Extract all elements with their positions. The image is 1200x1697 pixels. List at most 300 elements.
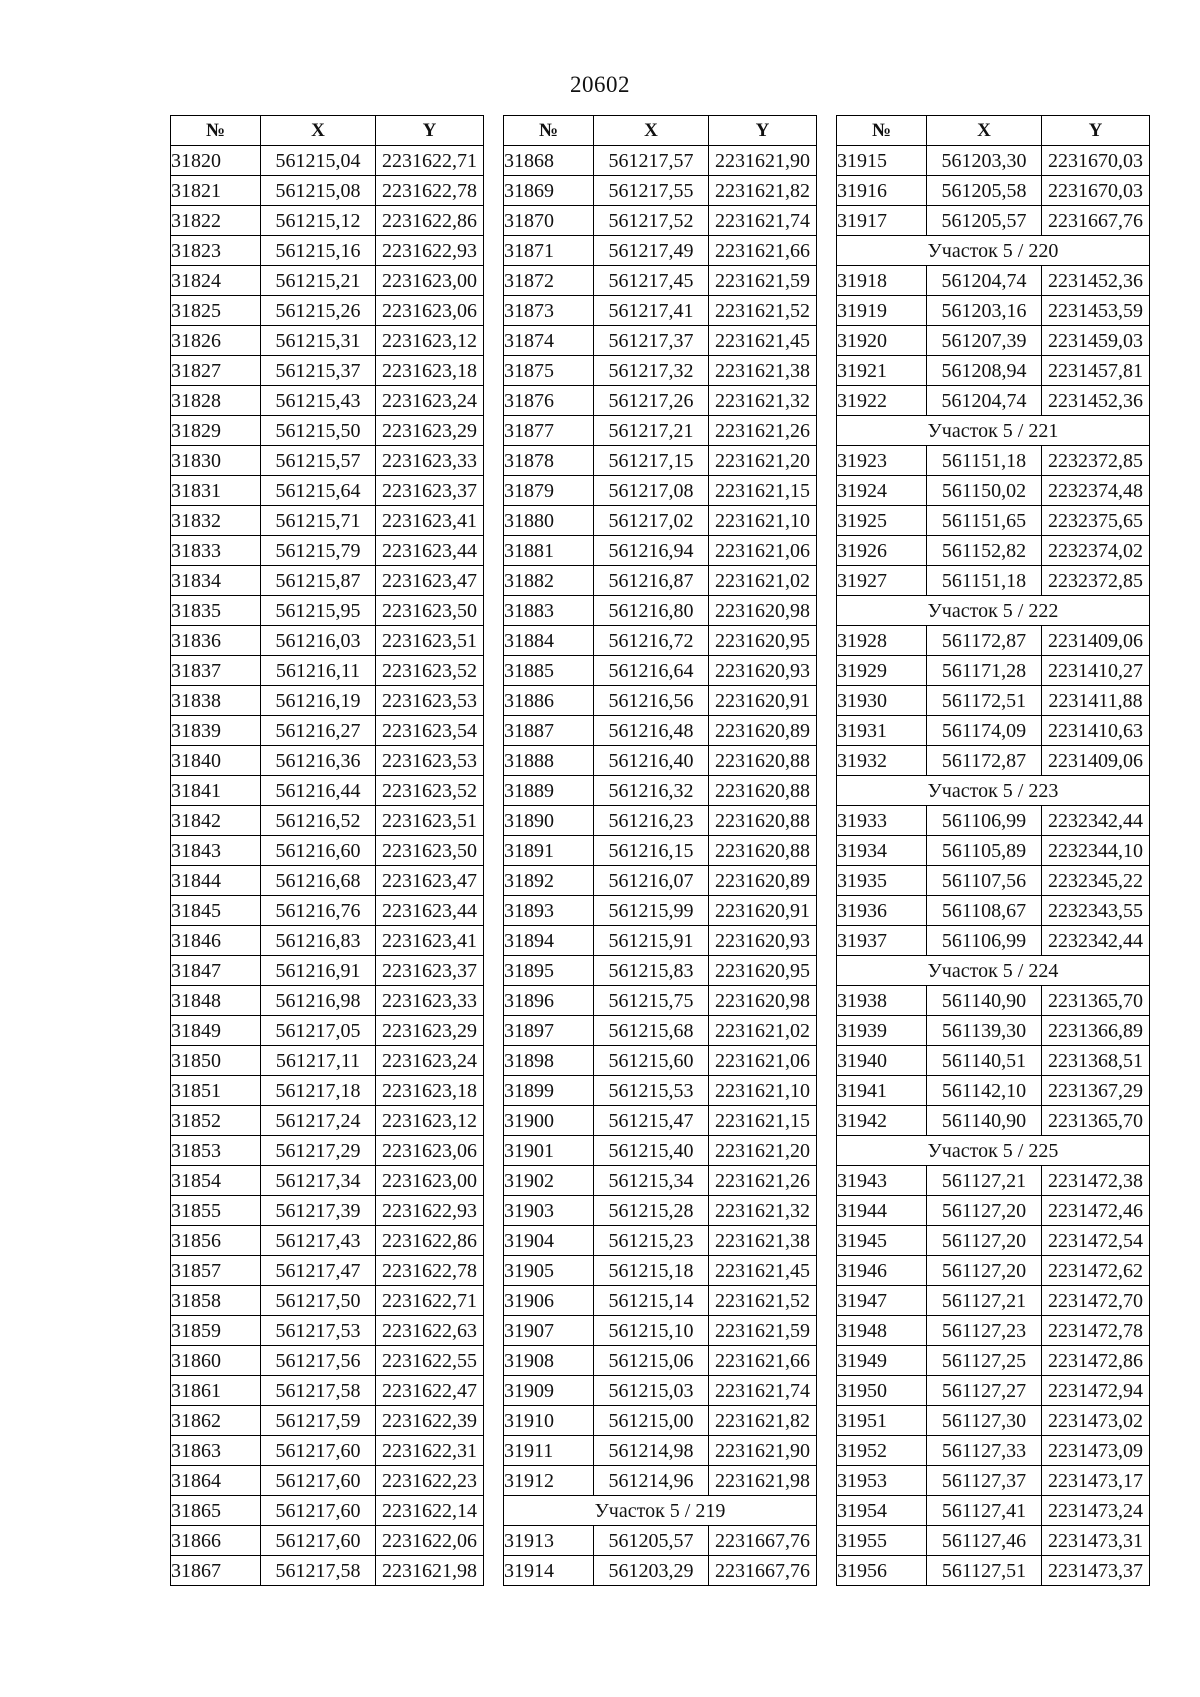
- y-coordinate: 2231623,18: [376, 356, 484, 386]
- table-row: [837, 386, 1150, 416]
- table-row: [504, 1286, 817, 1316]
- y-coordinate: 2231667,76: [709, 1526, 817, 1556]
- table-row: [504, 566, 817, 596]
- x-coordinate: 561215,95: [261, 596, 376, 626]
- x-coordinate: 561215,57: [261, 446, 376, 476]
- y-coordinate: 2231622,55: [376, 1346, 484, 1376]
- x-coordinate: 561216,94: [594, 536, 709, 566]
- table-row: [504, 1046, 817, 1076]
- table-row: [171, 566, 484, 596]
- table-row: [504, 446, 817, 476]
- x-coordinate: 561217,39: [261, 1196, 376, 1226]
- y-coordinate: 2231452,36: [1042, 266, 1150, 296]
- x-coordinate: 561127,33: [927, 1436, 1042, 1466]
- y-coordinate: 2231472,94: [1042, 1376, 1150, 1406]
- table-row: [171, 746, 484, 776]
- y-coordinate: 2231621,02: [709, 1016, 817, 1046]
- table-row: [504, 176, 817, 206]
- x-coordinate: 561216,15: [594, 836, 709, 866]
- table-row: [171, 866, 484, 896]
- y-coordinate: 2231410,63: [1042, 716, 1150, 746]
- table-row: [837, 1016, 1150, 1046]
- y-coordinate: 2231623,29: [376, 416, 484, 446]
- x-coordinate: 561174,09: [927, 716, 1042, 746]
- x-coordinate: 561216,07: [594, 866, 709, 896]
- table-row: [171, 1556, 484, 1586]
- table-row: [171, 1046, 484, 1076]
- x-coordinate: 561217,18: [261, 1076, 376, 1106]
- point-number: 31848: [171, 986, 261, 1016]
- point-number: 31951: [837, 1406, 927, 1436]
- point-number: 31935: [837, 866, 927, 896]
- table-row: [504, 356, 817, 386]
- y-coordinate: 2231622,31: [376, 1436, 484, 1466]
- y-coordinate: 2231622,47: [376, 1376, 484, 1406]
- x-coordinate: 561127,21: [927, 1166, 1042, 1196]
- x-coordinate: 561216,52: [261, 806, 376, 836]
- table-row: [837, 146, 1150, 176]
- table-row: [171, 206, 484, 236]
- x-coordinate: 561127,51: [927, 1556, 1042, 1586]
- x-coordinate: 561215,23: [594, 1226, 709, 1256]
- y-coordinate: 2231623,51: [376, 806, 484, 836]
- table-row: [837, 566, 1150, 596]
- point-number: 31942: [837, 1106, 927, 1136]
- table-row: [504, 596, 817, 626]
- x-coordinate: 561150,02: [927, 476, 1042, 506]
- x-coordinate: 561217,11: [261, 1046, 376, 1076]
- y-coordinate: 2231623,00: [376, 1166, 484, 1196]
- table-row: [504, 716, 817, 746]
- y-coordinate: 2231623,29: [376, 1016, 484, 1046]
- point-number: 31849: [171, 1016, 261, 1046]
- y-coordinate: 2231621,90: [709, 1436, 817, 1466]
- section-title: Участок 5 / 223: [837, 776, 1150, 806]
- y-coordinate: 2231452,36: [1042, 386, 1150, 416]
- table-row: [504, 326, 817, 356]
- table-row: [504, 956, 817, 986]
- point-number: 31837: [171, 656, 261, 686]
- x-coordinate: 561215,91: [594, 926, 709, 956]
- table-row: [837, 476, 1150, 506]
- table-row: [837, 356, 1150, 386]
- y-coordinate: 2231623,18: [376, 1076, 484, 1106]
- point-number: 31886: [504, 686, 594, 716]
- table-row: [504, 1406, 817, 1436]
- x-coordinate: 561217,52: [594, 206, 709, 236]
- x-coordinate: 561216,56: [594, 686, 709, 716]
- table-row: [504, 776, 817, 806]
- x-coordinate: 561152,82: [927, 536, 1042, 566]
- point-number: 31953: [837, 1466, 927, 1496]
- y-coordinate: 2231453,59: [1042, 296, 1150, 326]
- point-number: 31867: [171, 1556, 261, 1586]
- x-coordinate: 561127,21: [927, 1286, 1042, 1316]
- x-coordinate: 561215,60: [594, 1046, 709, 1076]
- table-row: [504, 1076, 817, 1106]
- y-coordinate: 2231472,70: [1042, 1286, 1150, 1316]
- x-coordinate: 561215,03: [594, 1376, 709, 1406]
- x-coordinate: 561208,94: [927, 356, 1042, 386]
- table-row: [837, 1316, 1150, 1346]
- point-number: 31865: [171, 1496, 261, 1526]
- header-number: №: [504, 116, 594, 146]
- point-number: 31927: [837, 566, 927, 596]
- table-row: [837, 1196, 1150, 1226]
- point-number: 31875: [504, 356, 594, 386]
- point-number: 31922: [837, 386, 927, 416]
- y-coordinate: 2232345,22: [1042, 866, 1150, 896]
- x-coordinate: 561217,45: [594, 266, 709, 296]
- point-number: 31877: [504, 416, 594, 446]
- point-number: 31940: [837, 1046, 927, 1076]
- table-row: [504, 626, 817, 656]
- point-number: 31901: [504, 1136, 594, 1166]
- point-number: 31888: [504, 746, 594, 776]
- section-title: Участок 5 / 224: [837, 956, 1150, 986]
- x-coordinate: 561217,24: [261, 1106, 376, 1136]
- y-coordinate: 2231623,24: [376, 1046, 484, 1076]
- point-number: 31856: [171, 1226, 261, 1256]
- point-number: 31850: [171, 1046, 261, 1076]
- x-coordinate: 561215,40: [594, 1136, 709, 1166]
- table-header-row: [504, 116, 817, 146]
- point-number: 31934: [837, 836, 927, 866]
- point-number: 31893: [504, 896, 594, 926]
- x-coordinate: 561140,90: [927, 986, 1042, 1016]
- y-coordinate: 2231473,17: [1042, 1466, 1150, 1496]
- x-coordinate: 561107,56: [927, 866, 1042, 896]
- y-coordinate: 2231623,12: [376, 1106, 484, 1136]
- x-coordinate: 561217,37: [594, 326, 709, 356]
- y-coordinate: 2231623,24: [376, 386, 484, 416]
- point-number: 31880: [504, 506, 594, 536]
- point-number: 31900: [504, 1106, 594, 1136]
- table-row: [504, 206, 817, 236]
- table-row: [171, 356, 484, 386]
- table-row: [504, 1466, 817, 1496]
- table-row: [504, 146, 817, 176]
- y-coordinate: 2231623,53: [376, 686, 484, 716]
- table-row: [171, 1526, 484, 1556]
- table-row: [837, 1286, 1150, 1316]
- point-number: 31842: [171, 806, 261, 836]
- table-row: [171, 1406, 484, 1436]
- point-number: 31950: [837, 1376, 927, 1406]
- y-coordinate: 2231621,98: [709, 1466, 817, 1496]
- table-row: [171, 1496, 484, 1526]
- table-row: [504, 1136, 817, 1166]
- point-number: 31883: [504, 596, 594, 626]
- y-coordinate: 2231622,39: [376, 1406, 484, 1436]
- y-coordinate: 2231623,54: [376, 716, 484, 746]
- point-number: 31914: [504, 1556, 594, 1586]
- x-coordinate: 561203,29: [594, 1556, 709, 1586]
- point-number: 31955: [837, 1526, 927, 1556]
- point-number: 31857: [171, 1256, 261, 1286]
- x-coordinate: 561217,60: [261, 1526, 376, 1556]
- x-coordinate: 561217,50: [261, 1286, 376, 1316]
- x-coordinate: 561203,30: [927, 146, 1042, 176]
- y-coordinate: 2231621,74: [709, 1376, 817, 1406]
- section-title: Участок 5 / 225: [837, 1136, 1150, 1166]
- section-row: [837, 236, 1150, 266]
- y-coordinate: 2231620,93: [709, 656, 817, 686]
- table-row: [504, 266, 817, 296]
- point-number: 31891: [504, 836, 594, 866]
- x-coordinate: 561217,08: [594, 476, 709, 506]
- point-number: 31835: [171, 596, 261, 626]
- point-number: 31864: [171, 1466, 261, 1496]
- header-number: №: [837, 116, 927, 146]
- table-row: [837, 1076, 1150, 1106]
- y-coordinate: 2231473,31: [1042, 1526, 1150, 1556]
- y-coordinate: 2231621,38: [709, 356, 817, 386]
- y-coordinate: 2231623,00: [376, 266, 484, 296]
- table-row: [837, 986, 1150, 1016]
- point-number: 31899: [504, 1076, 594, 1106]
- table-row: [171, 476, 484, 506]
- x-coordinate: 561215,75: [594, 986, 709, 1016]
- y-coordinate: 2232375,65: [1042, 506, 1150, 536]
- table-row: [504, 896, 817, 926]
- table-row: [171, 386, 484, 416]
- y-coordinate: 2232342,44: [1042, 806, 1150, 836]
- point-number: 31834: [171, 566, 261, 596]
- point-number: 31925: [837, 506, 927, 536]
- x-coordinate: 561127,41: [927, 1496, 1042, 1526]
- x-coordinate: 561217,32: [594, 356, 709, 386]
- table-row: [504, 1346, 817, 1376]
- table-row: [171, 986, 484, 1016]
- x-coordinate: 561215,50: [261, 416, 376, 446]
- point-number: 31822: [171, 206, 261, 236]
- x-coordinate: 561216,64: [594, 656, 709, 686]
- table-row: [171, 956, 484, 986]
- x-coordinate: 561205,57: [594, 1526, 709, 1556]
- point-number: 31933: [837, 806, 927, 836]
- point-number: 31846: [171, 926, 261, 956]
- point-number: 31830: [171, 446, 261, 476]
- section-title: Участок 5 / 220: [837, 236, 1150, 266]
- y-coordinate: 2231620,91: [709, 686, 817, 716]
- table-row: [504, 686, 817, 716]
- x-coordinate: 561151,65: [927, 506, 1042, 536]
- point-number: 31939: [837, 1016, 927, 1046]
- y-coordinate: 2231623,50: [376, 596, 484, 626]
- y-coordinate: 2232342,44: [1042, 926, 1150, 956]
- table-row: [504, 866, 817, 896]
- table-row: [837, 446, 1150, 476]
- y-coordinate: 2231621,26: [709, 416, 817, 446]
- point-number: 31915: [837, 146, 927, 176]
- x-coordinate: 561217,59: [261, 1406, 376, 1436]
- y-coordinate: 2231622,78: [376, 176, 484, 206]
- point-number: 31928: [837, 626, 927, 656]
- table-row: [837, 686, 1150, 716]
- y-coordinate: 2231472,38: [1042, 1166, 1150, 1196]
- point-number: 31897: [504, 1016, 594, 1046]
- y-coordinate: 2231472,78: [1042, 1316, 1150, 1346]
- point-number: 31946: [837, 1256, 927, 1286]
- x-coordinate: 561171,28: [927, 656, 1042, 686]
- point-number: 31820: [171, 146, 261, 176]
- x-coordinate: 561139,30: [927, 1016, 1042, 1046]
- y-coordinate: 2231621,06: [709, 1046, 817, 1076]
- section-title: Участок 5 / 221: [837, 416, 1150, 446]
- x-coordinate: 561216,60: [261, 836, 376, 866]
- x-coordinate: 561216,91: [261, 956, 376, 986]
- point-number: 31873: [504, 296, 594, 326]
- x-coordinate: 561172,87: [927, 626, 1042, 656]
- point-number: 31892: [504, 866, 594, 896]
- point-number: 31871: [504, 236, 594, 266]
- point-number: 31855: [171, 1196, 261, 1226]
- x-coordinate: 561216,36: [261, 746, 376, 776]
- x-coordinate: 561217,58: [261, 1556, 376, 1586]
- point-number: 31905: [504, 1256, 594, 1286]
- point-number: 31862: [171, 1406, 261, 1436]
- y-coordinate: 2231473,37: [1042, 1556, 1150, 1586]
- table-row: [837, 716, 1150, 746]
- y-coordinate: 2231621,98: [376, 1556, 484, 1586]
- y-coordinate: 2231623,33: [376, 986, 484, 1016]
- point-number: 31908: [504, 1346, 594, 1376]
- x-coordinate: 561151,18: [927, 566, 1042, 596]
- y-coordinate: 2231473,02: [1042, 1406, 1150, 1436]
- x-coordinate: 561215,37: [261, 356, 376, 386]
- y-coordinate: 2231623,12: [376, 326, 484, 356]
- y-coordinate: 2231409,06: [1042, 626, 1150, 656]
- point-number: 31872: [504, 266, 594, 296]
- y-coordinate: 2231622,14: [376, 1496, 484, 1526]
- y-coordinate: 2231366,89: [1042, 1016, 1150, 1046]
- x-coordinate: 561216,80: [594, 596, 709, 626]
- point-number: 31932: [837, 746, 927, 776]
- table-row: [837, 1046, 1150, 1076]
- y-coordinate: 2232372,85: [1042, 566, 1150, 596]
- point-number: 31941: [837, 1076, 927, 1106]
- table-row: [837, 1496, 1150, 1526]
- x-coordinate: 561216,27: [261, 716, 376, 746]
- point-number: 31913: [504, 1526, 594, 1556]
- x-coordinate: 561215,64: [261, 476, 376, 506]
- table-row: [504, 746, 817, 776]
- x-coordinate: 561217,21: [594, 416, 709, 446]
- y-coordinate: 2231620,88: [709, 806, 817, 836]
- table-row: [171, 1016, 484, 1046]
- table-row: [504, 536, 817, 566]
- coordinates-table-1: [170, 115, 484, 1586]
- point-number: 31887: [504, 716, 594, 746]
- table-row: [171, 236, 484, 266]
- x-coordinate: 561205,58: [927, 176, 1042, 206]
- y-coordinate: 2231623,44: [376, 536, 484, 566]
- table-row: [837, 1406, 1150, 1436]
- table-row: [171, 326, 484, 356]
- x-coordinate: 561216,23: [594, 806, 709, 836]
- table-row: [171, 1076, 484, 1106]
- point-number: 31860: [171, 1346, 261, 1376]
- y-coordinate: 2231620,98: [709, 596, 817, 626]
- point-number: 31916: [837, 176, 927, 206]
- y-coordinate: 2232344,10: [1042, 836, 1150, 866]
- x-coordinate: 561217,34: [261, 1166, 376, 1196]
- y-coordinate: 2231622,71: [376, 146, 484, 176]
- y-coordinate: 2231621,90: [709, 146, 817, 176]
- x-coordinate: 561217,60: [261, 1496, 376, 1526]
- table-row: [171, 146, 484, 176]
- table-row: [171, 716, 484, 746]
- page-number: 20602: [570, 72, 630, 97]
- y-coordinate: 2231621,10: [709, 506, 817, 536]
- x-coordinate: 561215,21: [261, 266, 376, 296]
- section-row: [837, 776, 1150, 806]
- x-coordinate: 561216,83: [261, 926, 376, 956]
- table-row: [504, 1526, 817, 1556]
- x-coordinate: 561215,53: [594, 1076, 709, 1106]
- table-row: [504, 926, 817, 956]
- table-row: [837, 626, 1150, 656]
- point-number: 31832: [171, 506, 261, 536]
- table-row: [837, 866, 1150, 896]
- y-coordinate: 2231409,06: [1042, 746, 1150, 776]
- point-number: 31845: [171, 896, 261, 926]
- y-coordinate: 2231620,95: [709, 956, 817, 986]
- table-header-row: [171, 116, 484, 146]
- y-coordinate: 2231623,51: [376, 626, 484, 656]
- x-coordinate: 561215,83: [594, 956, 709, 986]
- x-coordinate: 561215,14: [594, 1286, 709, 1316]
- y-coordinate: 2232374,02: [1042, 536, 1150, 566]
- y-coordinate: 2231411,88: [1042, 686, 1150, 716]
- point-number: 31896: [504, 986, 594, 1016]
- point-number: 31852: [171, 1106, 261, 1136]
- table-row: [171, 926, 484, 956]
- point-number: 31918: [837, 266, 927, 296]
- y-coordinate: 2231621,38: [709, 1226, 817, 1256]
- x-coordinate: 561216,98: [261, 986, 376, 1016]
- point-number: 31841: [171, 776, 261, 806]
- point-number: 31827: [171, 356, 261, 386]
- x-coordinate: 561216,87: [594, 566, 709, 596]
- x-coordinate: 561215,26: [261, 296, 376, 326]
- table-row: [837, 836, 1150, 866]
- section-row: [837, 956, 1150, 986]
- x-coordinate: 561215,04: [261, 146, 376, 176]
- section-title: Участок 5 / 219: [504, 1496, 817, 1526]
- table-row: [837, 896, 1150, 926]
- y-coordinate: 2231622,71: [376, 1286, 484, 1316]
- point-number: 31843: [171, 836, 261, 866]
- table-row: [837, 536, 1150, 566]
- x-coordinate: 561217,43: [261, 1226, 376, 1256]
- y-coordinate: 2231365,70: [1042, 986, 1150, 1016]
- table-row: [837, 1466, 1150, 1496]
- table-row: [837, 266, 1150, 296]
- y-coordinate: 2231621,52: [709, 1286, 817, 1316]
- y-coordinate: 2231622,86: [376, 206, 484, 236]
- x-coordinate: 561215,18: [594, 1256, 709, 1286]
- x-coordinate: 561217,58: [261, 1376, 376, 1406]
- point-number: 31829: [171, 416, 261, 446]
- point-number: 31903: [504, 1196, 594, 1226]
- table-row: [504, 1166, 817, 1196]
- y-coordinate: 2231623,44: [376, 896, 484, 926]
- x-coordinate: 561172,87: [927, 746, 1042, 776]
- y-coordinate: 2231667,76: [1042, 206, 1150, 236]
- x-coordinate: 561216,32: [594, 776, 709, 806]
